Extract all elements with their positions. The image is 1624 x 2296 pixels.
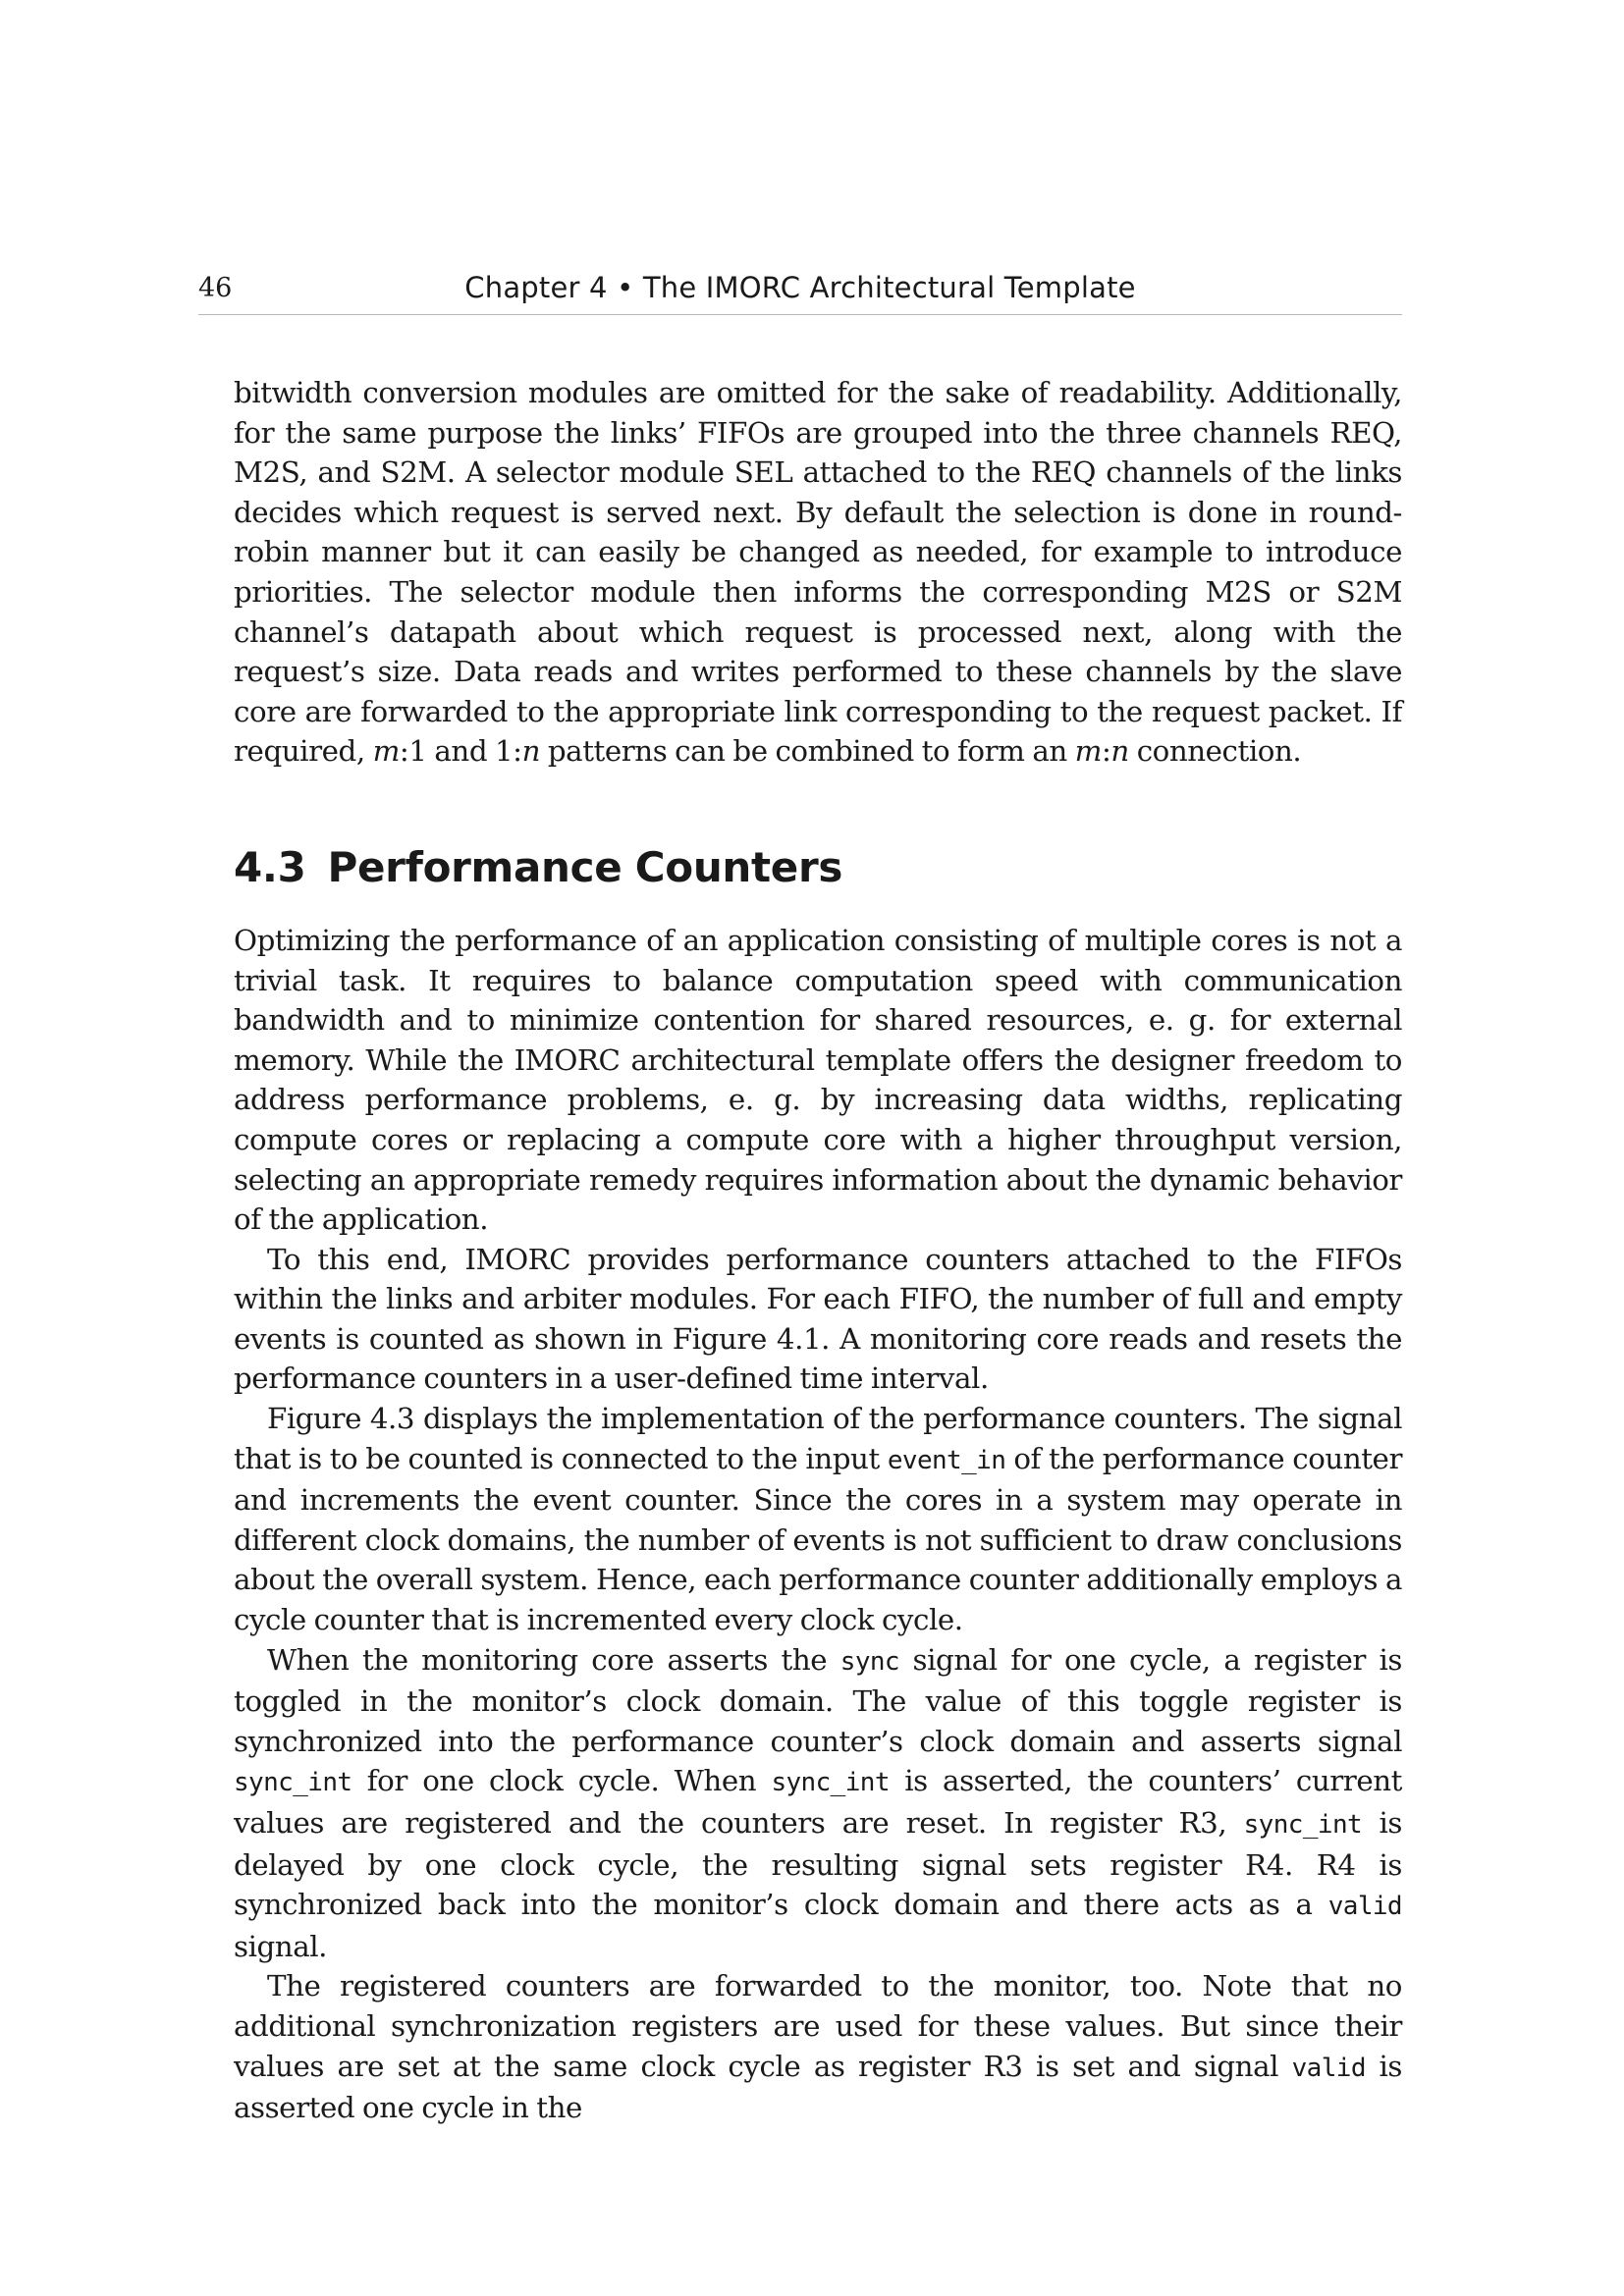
text-run: is asserted one cycle in the	[234, 2049, 1402, 2125]
code-signal: sync	[839, 1646, 899, 1677]
paragraph-intro	[234, 373, 1402, 772]
text-run: connection.	[1128, 734, 1302, 769]
text-run: :1 and 1:	[399, 734, 522, 769]
text-run: bitwidth conversion modules are omitted for the sake of readability. Additionally, for the same purpose the links’ FIFOs are grouped into the three channels REQ, M2S, and S2M. A selector module SEL attached to the REQ channels of the links decides which request is served next. By default the selection is done in round-robin manner but it can easily be changed as needed, for example to introduce priorities. The selector module then informs the corresponding M2S or S2M channel’s datapath about which request is processed next, along with the request’s size. Data reads and writes performed to these channels by the slave core are forwarded to the appropriate link corresponding to the request packet. If required,	[234, 376, 1402, 769]
math-variable: m	[1074, 734, 1102, 769]
text-run: patterns can be combined to form an	[540, 734, 1075, 769]
running-title: Chapter 4 • The IMORC Architectural Template	[464, 271, 1136, 304]
section-title: Performance Counters	[327, 842, 843, 891]
paragraph-optimizing: Optimizing the performance of an application consisting of multiple cores is not a trivial task. It requires to balance computation speed with communication bandwidth and to minimize contention for shared resources, e. g. for external memory. While the IMORC architectural template offers the designer freedom to address performance problems, e. g. by increasing data widths, replicating compute cores or replacing a compute core with a higher throughput version, selecting an appropriate remedy requires information about the dynamic behavior of the application.	[234, 923, 1402, 1237]
math-variable: m	[372, 734, 400, 769]
code-signal: sync_int	[1243, 1810, 1363, 1840]
text-run: is delayed by one clock cycle, the resulting signal sets register R4. R4 is synchronized back into the monitor’s clock domain and there acts as a	[234, 1806, 1402, 1922]
text-run: The registered counters are forwarded to the monitor, too. Note that no additional synchronization registers are used for these values. But since their values are set at the same clock cycle as register R3 is set and signal	[234, 1969, 1402, 2083]
running-head	[198, 267, 1402, 315]
code-signal: sync_int	[771, 1768, 890, 1798]
text-run: is asserted, the counters’ current values are registered and the counters are reset. In register R3,	[234, 1764, 1402, 1840]
paragraph-figure-reference	[234, 1399, 1402, 1640]
code-signal: valid	[1291, 2053, 1366, 2083]
text-run: for one clock cycle. When	[352, 1764, 772, 1798]
text-run: :	[1101, 734, 1111, 769]
section-heading	[234, 842, 1402, 893]
text-run: When the monitoring core asserts the	[267, 1642, 840, 1677]
code-signal: event_in	[887, 1445, 1006, 1475]
code-signal: valid	[1327, 1892, 1402, 1922]
page-number: 46	[198, 273, 233, 303]
paragraph-to-this-end: To this end, IMORC provides performance counters attached to the FIFOs within the links and arbiter modules. For each FIFO, the number of full and empty events is counted as shown in Figure 4.1. A monitoring core reads and resets the performance counters in a user-defined time interval.	[234, 1242, 1402, 1396]
text-run: signal.	[234, 1929, 328, 1963]
math-variable: n	[1110, 734, 1129, 769]
text-run: Figure 4.3 displays the implementation of the performance counters. The signal that is to be counted is connected to the input	[234, 1402, 1402, 1475]
text-run: of the performance counter and increments the event counter. Since the cores in a system may operate in different clock domains, the number of events is not sufficient to draw conclusions about the overall system. Hence, each performance counter additionally employs a cycle counter that is incremented every clock cycle.	[234, 1441, 1403, 1637]
code-signal: sync_int	[234, 1768, 352, 1798]
page-body	[234, 373, 1402, 2128]
math-variable: n	[521, 734, 541, 769]
paragraph-registered-counters	[234, 1966, 1402, 2127]
text-run: signal for one cycle, a register is toggled in the monitor’s clock domain. The value of this toggle register is synchronized into the performance counter’s clock domain and asserts signal	[234, 1642, 1402, 1758]
section-number: 4.3	[234, 842, 306, 891]
paragraph-monitoring-core	[234, 1640, 1402, 1967]
